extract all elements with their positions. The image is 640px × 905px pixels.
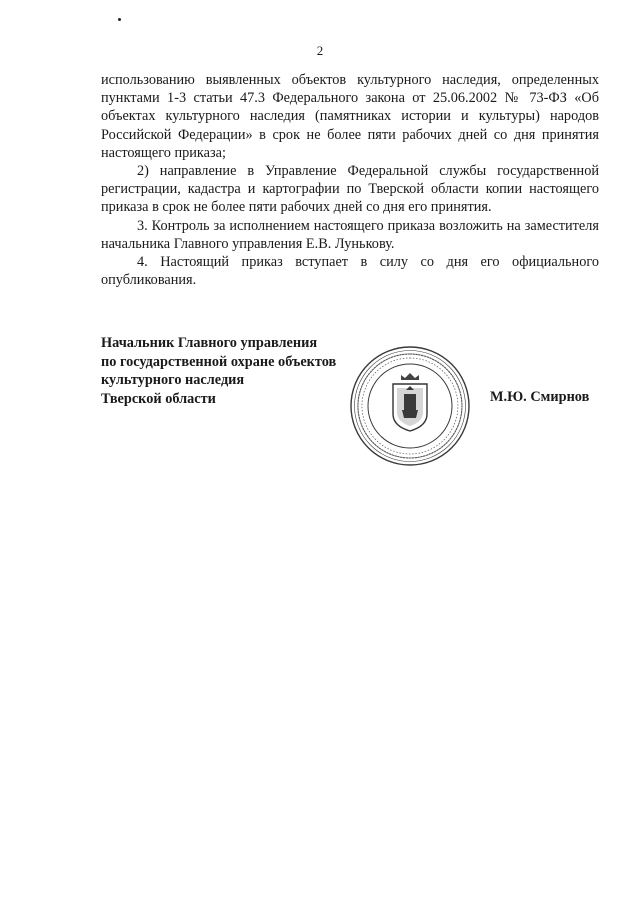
official-seal-stamp [348, 344, 472, 468]
paragraph-item-2: 2) направление в Управление Федеральной службы государственной регистрации, кадастра и картографии по Тверской области копии настоящего приказа в срок не более пяти рабочих дней со дня его принятия. [101, 163, 599, 216]
document-body [101, 71, 599, 289]
paragraph-continuation: использованию выявленных объектов культурного наследия, определенных пунктами 1-3 статьи 47.3 Федерального закона от 25.06.2002 № 73-ФЗ «Об объектах культурного наследия (памятниках истории и культуры) народов Российской Федерации» в срок не более пяти рабочих дней со дня принятия настоящего приказа; [101, 72, 599, 161]
signer-position-line: Начальник Главного управления [101, 335, 318, 351]
signer-name: М.Ю. Смирнов [490, 389, 590, 405]
signer-position-line: культурного наследия [101, 372, 245, 389]
signer-position-line: по государственной охране объектов [101, 353, 337, 370]
page-number: 2 [316, 43, 324, 58]
paragraph-item-3: 3. Контроль за исполнением настоящего приказа возложить на заместителя начальника Главного управления Е.В. Лунькову. [101, 217, 599, 252]
speck-mark [118, 18, 121, 21]
signer-position-line: Тверской области [101, 390, 216, 407]
signer-position [101, 334, 336, 408]
paragraph-item-4: 4. Настоящий приказ вступает в силу со дня его официального опубликования. [101, 254, 599, 289]
